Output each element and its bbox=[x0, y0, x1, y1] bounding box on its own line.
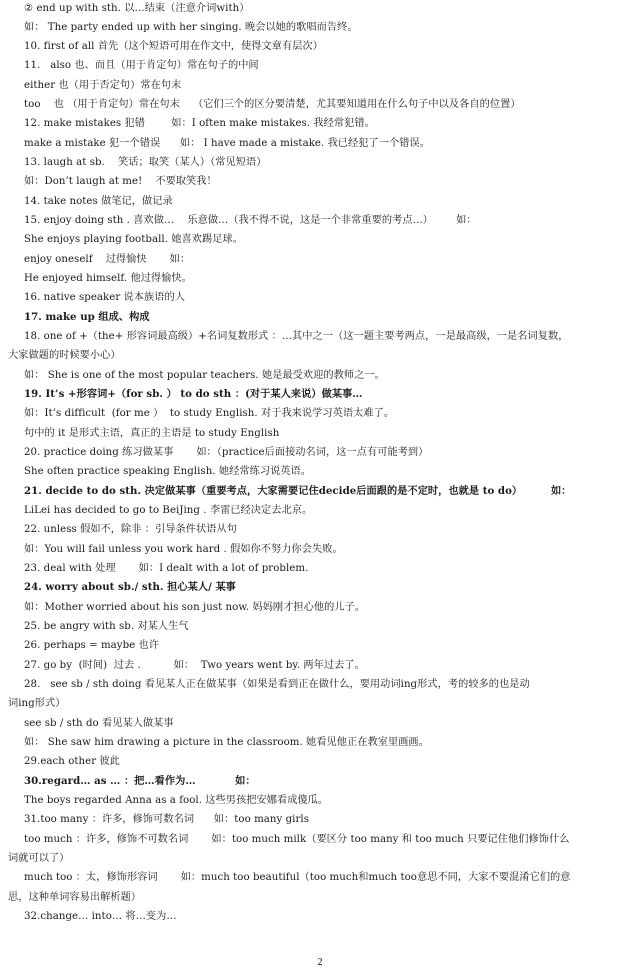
text-line: 如： The party ended up with her singing. 晚会以她的歌唱而告终。 bbox=[24, 21, 358, 33]
text-line: 27. go by (时间) 过去 . 如： Two years went by. 两年过去了。 bbox=[24, 659, 365, 671]
text-line: much too ：太，修饰形容词 如：much too beautiful（too much和much too意思不同，大家不要混淆它们的意 bbox=[24, 872, 571, 884]
text-line: 14. take notes 做笔记，做记录 bbox=[24, 195, 173, 207]
text-line: 29.each other 彼此 bbox=[24, 756, 120, 768]
text-line: 15. enjoy doing sth . 喜欢做… 乐意做…（我不得不说，这是一个非常重要的考点…） 如： bbox=[24, 215, 477, 227]
text-line: too 也 （用于肯定句）常在句末 （它们三个的区分要清楚，尤其要知道用在什么句子中以及各自的位置） bbox=[24, 99, 521, 111]
text-line: see sb / sth do 看见某人做某事 bbox=[24, 717, 174, 729]
text-line: 大家做题的时候要小心） bbox=[8, 350, 121, 362]
text-line: 词就可以了） bbox=[8, 853, 70, 865]
text-line: either 也（用于否定句）常在句末 bbox=[24, 79, 182, 91]
text-line: 23. deal with 处理 如：I dealt with a lot of problem. bbox=[24, 563, 309, 575]
text-line: enjoy oneself 过得愉快 如： bbox=[24, 253, 191, 265]
text-line: 25. be angry with sb. 对某人生气 bbox=[24, 621, 189, 633]
text-line: 28. see sb / sth doing 看见某人正在做某事（如果是看到正在做什么，要用动词ing形式，考的较多的也是动 bbox=[24, 679, 530, 691]
text-line: 31.too many ：许多，修饰可数名词 如：too many girls bbox=[24, 814, 309, 826]
text-line: 24. worry about sb./ sth. 担心某人/ 某事 bbox=[24, 581, 236, 594]
text-line: 如：Don’t laugh at me! 不要取笑我！ bbox=[24, 176, 217, 188]
text-line: make a mistake 犯一个错误 如： I have made a mistake. 我已经犯了一个错误。 bbox=[24, 137, 430, 149]
text-line: 20. practice doing 练习做某事 如：（practice后面接动名词，这一点有可能考到） bbox=[24, 447, 429, 459]
text-line: 10. first of all 首先（这个短语可用在作文中，使得文章有层次） bbox=[24, 41, 323, 53]
text-line: 如： She is one of the most popular teachers. 她是最受欢迎的教师之一。 bbox=[24, 369, 385, 381]
text-line: He enjoyed himself. 他过得愉快。 bbox=[24, 273, 192, 285]
text-line: 句中的 it 是形式主语，真正的主语是 to study English bbox=[24, 427, 280, 439]
text-line: 22. unless 假如不，除非 ：引导条件状语从句 bbox=[24, 524, 237, 536]
text-line: 思，这种单词容易出解析题） bbox=[8, 891, 142, 903]
text-line: 26. perhaps = maybe 也许 bbox=[24, 640, 160, 652]
text-line: ② end up with sth. 以…结束（注意介词with） bbox=[24, 2, 250, 14]
text-line: 18. one of +（the+ 形容词最高级）+名词复数形式 ：…其中之一（这一题主要考两点，一是最高级，一是名词复数， bbox=[24, 331, 569, 343]
text-line: too much ：许多，修饰不可数名词 如：too much milk（要区分 too many 和 too much 只要记住他们修饰什么 bbox=[24, 833, 570, 845]
text-line: 词ing形式） bbox=[8, 698, 66, 710]
text-line: The boys regarded Anna as a fool. 这些男孩把安娜看成傻瓜。 bbox=[24, 795, 329, 807]
text-line: 11. also 也、而且（用于肯定句）常在句子的中间 bbox=[24, 60, 259, 72]
text-line: 如：It’s difficult (for me ） to study English. 对于我来说学习英语太难了。 bbox=[24, 408, 395, 420]
text-line: 13. laugh at sb. 笑话；取笑（某人）（常见短语） bbox=[24, 157, 267, 169]
text-line: 21. decide to do sth. 决定做某事（重要考点，大家需要记住decide后面跟的是不定时，也就是 to do） 如： bbox=[24, 484, 572, 497]
page-number: 2 bbox=[317, 957, 323, 968]
text-line: 12. make mistakes 犯错 如：I often make mistakes. 我经常犯错。 bbox=[24, 118, 375, 130]
text-line: 17. make up 组成、构成 bbox=[24, 310, 150, 323]
text-line: She enjoys playing football. 她喜欢踢足球。 bbox=[24, 234, 243, 246]
text-line: She often practice speaking English. 她经常练习说英语。 bbox=[24, 466, 312, 478]
text-line: 16. native speaker 说本族语的人 bbox=[24, 292, 185, 304]
text-line: 如：Mother worried about his son just now. 妈妈刚才担心他的儿子。 bbox=[24, 601, 366, 613]
text-line: 30.regard… as … ：把…看作为… 如： bbox=[24, 774, 256, 787]
text-line: 19. It’s +形容词+（for sb. ） to do sth ：(对于某人来说）做某事… bbox=[24, 388, 363, 401]
text-line: 如： She saw him drawing a picture in the classroom. 她看见他正在教室里画画。 bbox=[24, 737, 429, 749]
text-line: 32.change… into… 将…变为… bbox=[24, 911, 177, 922]
text-line: LiLei has decided to go to BeiJing . 李雷已经决定去北京。 bbox=[24, 505, 313, 517]
text-line: 如：You will fail unless you work hard . 假如你不努力你会失败。 bbox=[24, 543, 343, 555]
